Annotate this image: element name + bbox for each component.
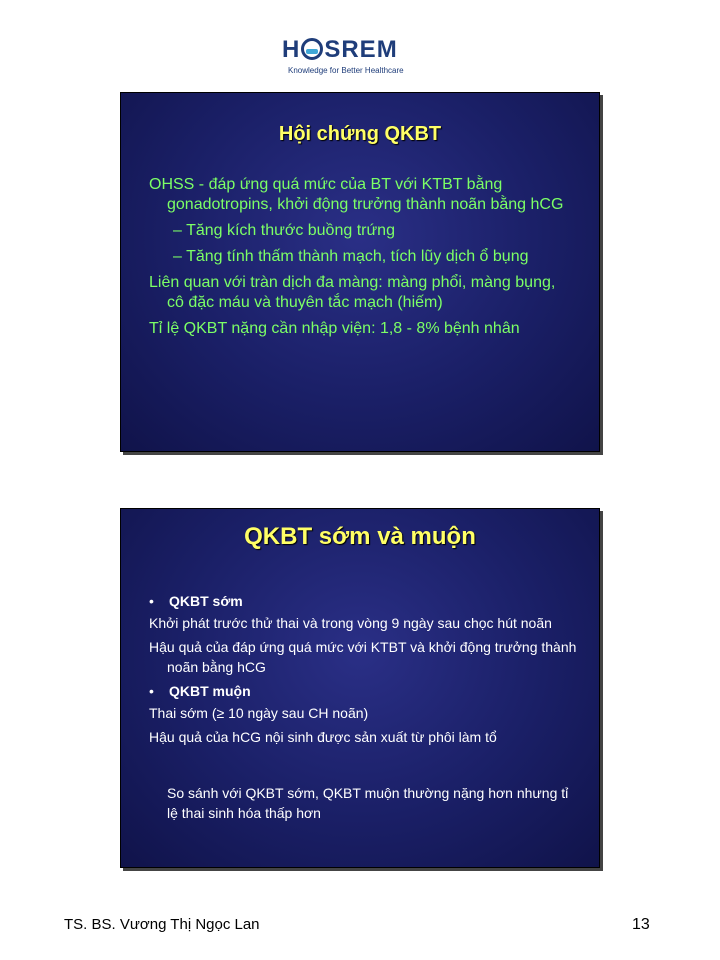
slide-title: QKBT sớm và muộn [244,523,476,550]
sub-item: – Tăng tính thấm thành mạch, tích lũy dịch ổ bụng [173,248,529,265]
logo-wordmark: H SREM [282,36,398,63]
list-item: Hậu quả của hCG nội sinh được sản xuất từ phôi làm tổ [149,729,497,745]
slide-body [149,591,577,823]
sub-item: – Tăng kích thước buồng trứng [173,222,395,239]
logo-tagline: Knowledge for Better Healthcare [288,66,404,75]
bullet-marker: • [149,683,154,699]
list-item: Khởi phát trước thử thai và trong vòng 9 ngày sau chọc hút noãn [149,615,552,631]
bullet-heading: • QKBT sớm [149,593,243,609]
dash-marker: – [173,248,182,265]
hospitalization-rate: Tỉ lệ QKBT nặng cần nhập viện: 1,8 - 8% bệnh nhân [149,320,520,337]
bullet-marker: • [149,593,154,609]
comparison-note: So sánh với QKBT sớm, QKBT muộn thường nặng hơn nhưng tỉ lệ thai sinh hóa thấp hơn [167,785,569,821]
page-number: 13 [632,916,650,933]
slide-early-late [120,508,600,868]
slide-ohss [120,92,600,452]
hosrem-logo [282,36,422,82]
slide-title: Hội chứng QKBT [278,123,442,145]
bullet-heading: • QKBT muộn [149,683,251,699]
ohss-definition: OHSS - đáp ứng quá mức của BT với KTBT bằng gonadotropins, khởi động trưởng thành noãn bằng hCG [149,176,564,213]
globe-icon [301,38,323,60]
list-item: Hậu quả của đáp ứng quá mức với KTBT và khởi động trưởng thành noãn bằng hCG [149,639,577,675]
slide-body [149,175,575,345]
related-conditions: Liên quan với tràn dịch đa màng: màng phổi, màng bụng, cô đặc máu và thuyên tắc mạch (hiếm) [149,274,556,311]
footer-author: TS. BS. Vương Thị Ngọc Lan [64,916,260,933]
dash-marker: – [173,222,182,239]
list-item: Thai sớm (≥ 10 ngày sau CH noãn) [149,705,369,721]
